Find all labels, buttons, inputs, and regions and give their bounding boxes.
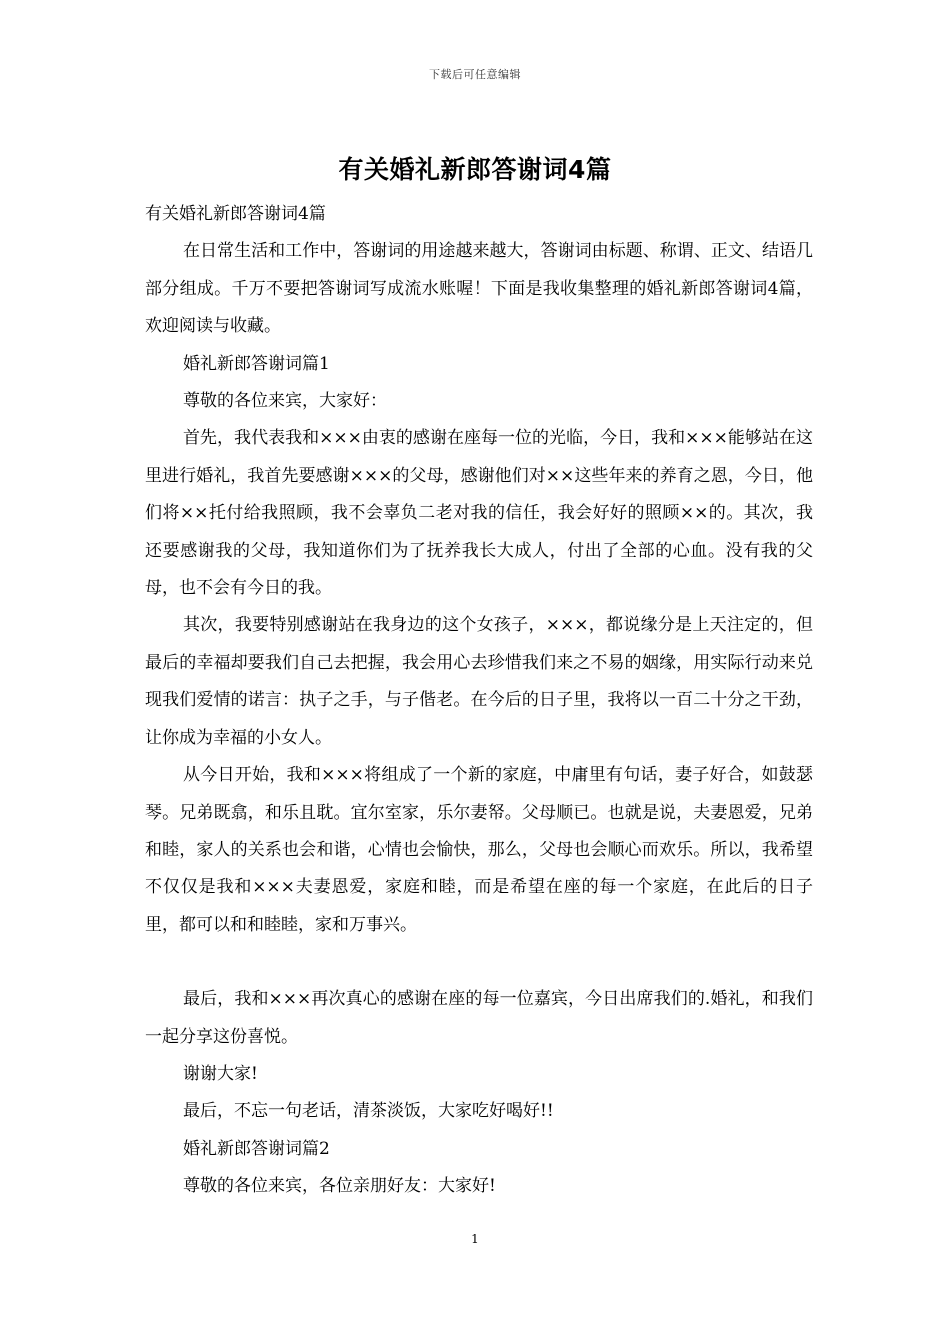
paragraph-thank-you: 谢谢大家! [183, 1063, 258, 1084]
section-heading-1: 婚礼新郎答谢词篇1 [183, 353, 330, 374]
paragraph-thanks-parents: 首先，我代表我和×××由衷的感谢在座每一位的光临，今日，我和×××能够站在这里进行婚礼，我首先要感谢×××的父母，感谢他们对××这些年来的养育之恩，今日，他们将××托付给我照顾，我不会辜负二老对我的信任，我会好好的照顾××的。其次，我还要感谢我的父母，我知道你们为了抚养我长大成人，付出了全部的心血。没有我的父母，也不会有今日的我。 [145, 428, 813, 599]
paragraph-greeting-2: 尊敬的各位来宾，各位亲朋好友：大家好! [183, 1176, 496, 1197]
paragraph-thanks-bride: 其次，我要特别感谢站在我身边的这个女孩子，×××，都说缘分是上天注定的，但最后的幸福却要我们自己去把握，我会用心去珍惜我们来之不易的姻缘，用实际行动来兑现我们爱情的诺言：执子之手，与子偕老。在今后的日子里，我将以一百二十分之干劲，让你成为幸福的小女人。 [145, 615, 813, 748]
document-title: 有关婚礼新郎答谢词4篇 [338, 155, 612, 184]
page-header-note: 下载后可任意编辑 [429, 68, 521, 81]
page-number: 1 [471, 1232, 479, 1246]
document-body [145, 196, 813, 1206]
paragraph-closing-thanks: 最后，我和×××再次真心的感谢在座的每一位嘉宾，今日出席我们的.婚礼，和我们一起分享这份喜悦。 [145, 989, 813, 1047]
paragraph-subtitle: 有关婚礼新郎答谢词4篇 [145, 204, 326, 224]
section-heading-2: 婚礼新郎答谢词篇2 [183, 1138, 330, 1159]
paragraph-new-family: 从今日开始，我和×××将组成了一个新的家庭，中庸里有句话，妻子好合，如鼓瑟琴。兄弟既翕，和乐且耽。宜尔室家，乐尔妻帑。父母顺已。也就是说，夫妻恩爱，兄弟和睦，家人的关系也会和谐，心情也会愉快，那么，父母也会顺心而欢乐。所以，我希望不仅仅是我和×××夫妻恩爱，家庭和睦，而是希望在座的每一个家庭，在此后的日子里，都可以和和睦睦，家和万事兴。 [145, 765, 813, 935]
paragraph-greeting-1: 尊敬的各位来宾，大家好： [183, 391, 387, 412]
paragraph-old-saying: 最后，不忘一句老话，清茶淡饭，大家吃好喝好!! [183, 1101, 554, 1122]
paragraph-intro: 在日常生活和工作中，答谢词的用途越来越大，答谢词由标题、称谓、正文、结语几部分组成。千万不要把答谢词写成流水账喔！下面是我收集整理的婚礼新郎答谢词4篇，欢迎阅读与收藏。 [145, 241, 813, 337]
